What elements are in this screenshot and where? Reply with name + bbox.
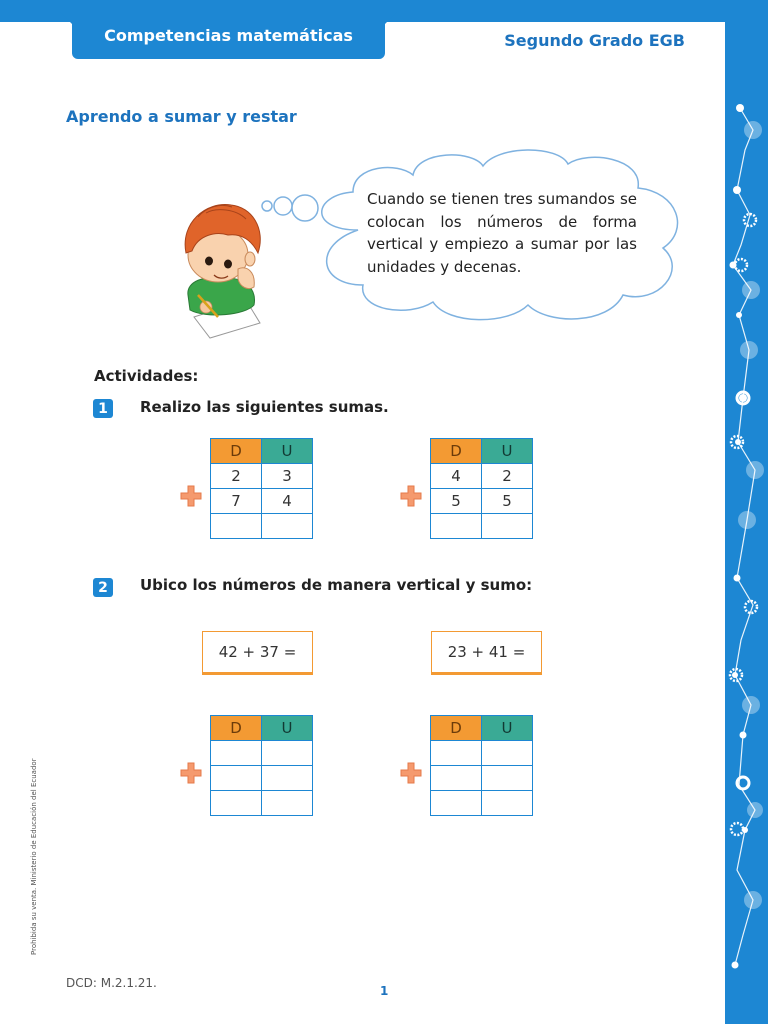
answer-cell-unidades[interactable]: [262, 741, 313, 766]
header-unidades: U: [482, 716, 533, 741]
place-value-table: [210, 438, 313, 539]
answer-cell-unidades[interactable]: [482, 791, 533, 816]
activity-number-badge: [93, 578, 113, 597]
subject-tab-label: Competencias matemáticas: [104, 26, 353, 45]
header-decenas: D: [431, 716, 482, 741]
equation-text: 23 + 41 =: [447, 643, 526, 661]
answer-cell-decenas[interactable]: [431, 791, 482, 816]
answer-cell-unidades[interactable]: [262, 514, 313, 539]
answer-cell-unidades[interactable]: [482, 766, 533, 791]
cell-unidades: 3: [262, 464, 313, 489]
decorative-dots-gears: [725, 0, 768, 1024]
answer-cell-decenas[interactable]: [211, 514, 262, 539]
activity-number: 2: [98, 579, 108, 596]
cell-decenas: 2: [211, 464, 262, 489]
cell-unidades: 5: [482, 489, 533, 514]
page-title: Aprendo a sumar y restar: [66, 107, 297, 126]
activity-instruction: Ubico los números de manera vertical y sumo:: [140, 576, 533, 594]
copyright-side-note: Prohibida su venta. Ministerio de Educación del Ecuador: [30, 758, 38, 955]
speech-bubble-text: Cuando se tienen tres sumandos se colocan los números de forma vertical y empiezo a sumar por las unidades y decenas.: [367, 190, 637, 276]
plus-icon: [400, 485, 422, 507]
answer-cell-unidades[interactable]: [262, 791, 313, 816]
answer-cell-decenas[interactable]: [211, 741, 262, 766]
activity-number: 1: [98, 400, 108, 417]
equation-text: 42 + 37 =: [218, 643, 297, 661]
curriculum-code: DCD: M.2.1.21.: [66, 976, 157, 990]
place-value-table: [430, 438, 533, 539]
place-value-table: [210, 715, 313, 816]
cell-decenas: 5: [431, 489, 482, 514]
header-decenas: D: [211, 439, 262, 464]
header-unidades: U: [262, 439, 313, 464]
tab-ear-left: [60, 12, 72, 24]
place-value-table: [430, 715, 533, 816]
activities-label: Actividades:: [94, 367, 199, 385]
plus-icon: [400, 762, 422, 784]
activity-instruction: Realizo las siguientes sumas.: [140, 398, 389, 416]
plus-icon: [180, 762, 202, 784]
answer-cell-decenas[interactable]: [211, 766, 262, 791]
plus-icon: [180, 485, 202, 507]
header-decenas: D: [431, 439, 482, 464]
equation-box: [202, 631, 313, 675]
cell-unidades: 4: [262, 489, 313, 514]
answer-cell-unidades[interactable]: [482, 514, 533, 539]
header-decenas: D: [211, 716, 262, 741]
activity-number-badge: [93, 399, 113, 418]
cell-decenas: 4: [431, 464, 482, 489]
child-writing-illustration: [176, 195, 266, 340]
subject-tab: [72, 12, 385, 59]
answer-cell-unidades[interactable]: [262, 766, 313, 791]
answer-cell-decenas[interactable]: [431, 766, 482, 791]
grade-label: Segundo Grado EGB: [504, 31, 685, 50]
cell-decenas: 7: [211, 489, 262, 514]
answer-cell-decenas[interactable]: [431, 741, 482, 766]
equation-box: [431, 631, 542, 675]
page-number: 1: [380, 984, 389, 998]
tab-ear-right: [385, 12, 397, 24]
header-unidades: U: [482, 439, 533, 464]
answer-cell-unidades[interactable]: [482, 741, 533, 766]
answer-cell-decenas[interactable]: [211, 791, 262, 816]
answer-cell-decenas[interactable]: [431, 514, 482, 539]
cell-unidades: 2: [482, 464, 533, 489]
header-unidades: U: [262, 716, 313, 741]
